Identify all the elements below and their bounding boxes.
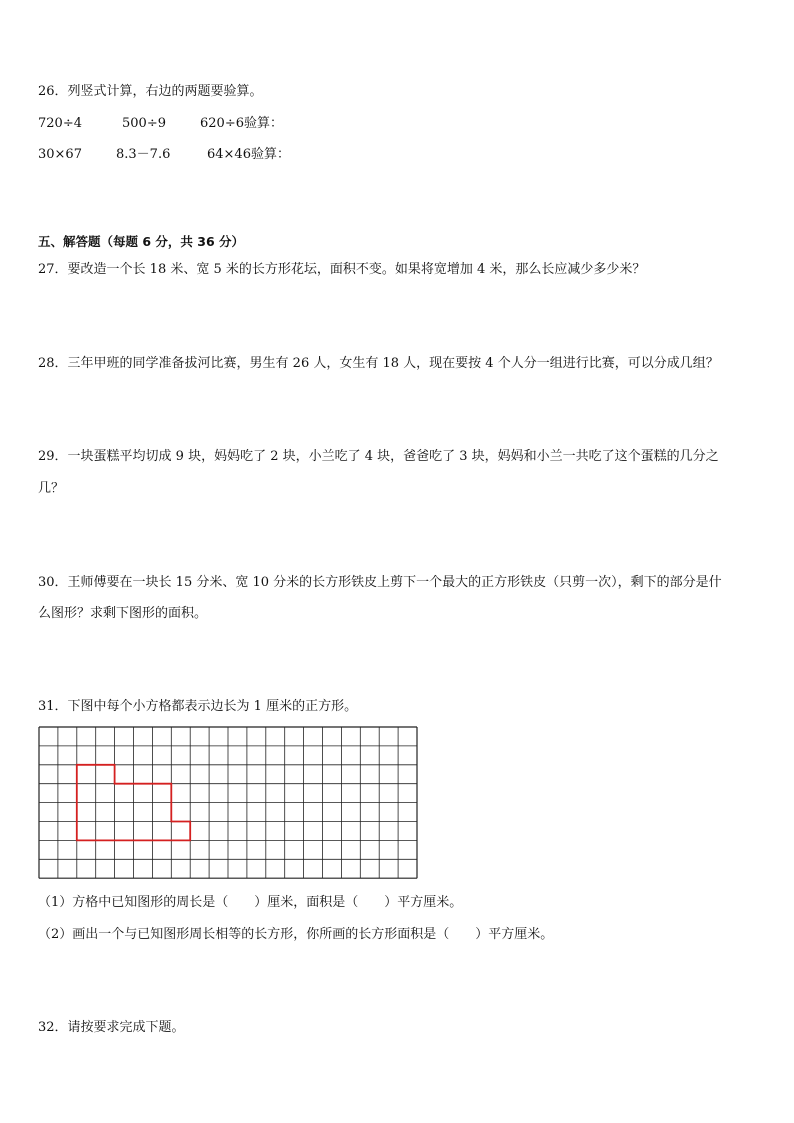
question-29-line2: 几？ <box>38 481 65 496</box>
square-grid <box>38 726 418 880</box>
question-27: 27．要改造一个长 18 米、宽 5 米的长方形花坛，面积不变。如果将宽增加 4 米，那么长应减少多少米？ <box>38 262 646 277</box>
calc-item: 720÷4 <box>38 116 82 131</box>
question-30-line1: 30．王师傅要在一块长 15 分米、宽 10 分米的长方形铁皮上剪下一个最大的正方形铁皮（只剪一次），剩下的部分是什 <box>38 575 722 590</box>
question-32: 32．请按要求完成下题。 <box>38 1020 185 1035</box>
calc-item: 30×67 <box>38 147 82 162</box>
question-31-title: 31．下图中每个小方格都表示边长为 1 厘米的正方形。 <box>38 699 358 714</box>
calc-item: 620÷6验算： <box>200 116 283 131</box>
question-31-sub1: （1）方格中已知图形的周长是（ ）厘米，面积是（ ）平方厘米。 <box>38 895 463 910</box>
q26-title: 26．列竖式计算，右边的两题要验算。 <box>38 84 263 99</box>
calc-item: 8.3－7.6 <box>116 147 171 162</box>
question-31-sub2: （2）画出一个与已知图形周长相等的长方形，你所画的长方形面积是（ ）平方厘米。 <box>38 927 554 942</box>
question-29-line1: 29．一块蛋糕平均切成 9 块，妈妈吃了 2 块，小兰吃了 4 块，爸爸吃了 3 块，妈妈和小兰一共吃了这个蛋糕的几分之 <box>38 449 719 464</box>
question-30-line2: 么图形？求剩下图形的面积。 <box>38 606 208 621</box>
calc-item: 500÷9 <box>122 116 166 131</box>
section-heading: 五、解答题（每题 6 分，共 36 分） <box>38 234 245 249</box>
calc-item: 64×46验算： <box>207 147 290 162</box>
question-28: 28．三年甲班的同学准备拔河比赛，男生有 26 人，女生有 18 人，现在要按 4 个人分一组进行比赛，可以分成几组？ <box>38 356 719 371</box>
